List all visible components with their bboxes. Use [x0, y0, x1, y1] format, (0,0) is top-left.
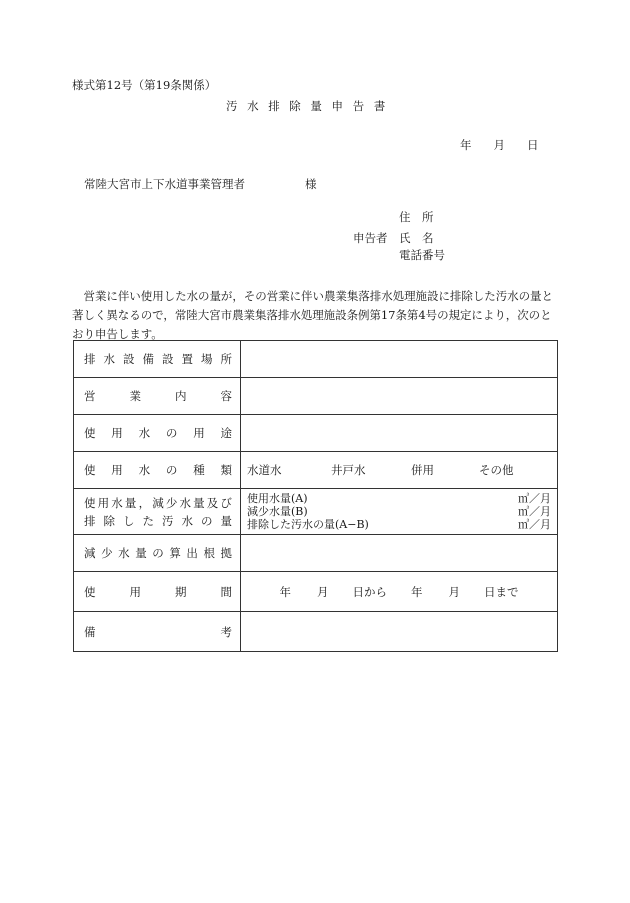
field-business[interactable] [241, 378, 558, 415]
label-char: 除 [103, 513, 115, 528]
row-business [74, 378, 558, 415]
label-volume-line2 [84, 512, 232, 530]
applicant-name-label: 氏 名 [399, 231, 434, 245]
label-char: 用 [129, 584, 141, 599]
label-char: の [165, 426, 178, 440]
label-char: 設 [162, 352, 174, 366]
field-purpose[interactable] [241, 415, 558, 452]
label-kind-text [84, 462, 232, 478]
label-remarks-text [84, 624, 232, 640]
label-char: 水 [179, 495, 191, 510]
label-basis-text [84, 545, 232, 561]
label-char: 備 [84, 624, 96, 639]
date-day: 日 [527, 138, 539, 152]
document-title: 汚水排除量申告書 [226, 99, 395, 113]
date-year: 年 [460, 138, 472, 152]
addressee-name: 常陸大宮市上下水道事業管理者 [84, 177, 245, 191]
label-char: 減 [84, 546, 96, 560]
field-volume [241, 489, 558, 535]
label-remarks [74, 612, 241, 652]
label-char: 営 [84, 389, 96, 403]
row-purpose [74, 415, 558, 452]
label-char: 期 [175, 584, 187, 599]
volume-discharged-unit: ㎥／月 [518, 518, 551, 531]
applicant-phone-label: 電話番号 [399, 248, 445, 262]
field-basis[interactable] [241, 535, 558, 572]
label-char: 類 [220, 463, 232, 477]
applicant-address-label: 住 所 [399, 210, 434, 224]
label-char: 量 [135, 546, 147, 560]
label-period-text [84, 584, 232, 600]
label-char: の [165, 463, 178, 477]
label-char: 水 [138, 463, 151, 477]
row-volume [74, 489, 558, 535]
label-char: 使 [84, 463, 96, 477]
date-month: 月 [493, 138, 505, 152]
field-kind[interactable] [241, 452, 558, 489]
row-remarks [74, 612, 558, 652]
declaration-table [73, 340, 558, 652]
label-char: 種 [193, 463, 205, 477]
form-number: 様式第12号（第19条関係） [72, 78, 217, 92]
volume-row-reduced[interactable] [247, 505, 551, 518]
label-purpose [74, 415, 241, 452]
label-basis [74, 535, 241, 572]
label-char: 少 [165, 495, 178, 510]
row-kind [74, 452, 558, 489]
volume-used-label: 使用水量(A) [247, 492, 308, 505]
label-char: 場 [201, 352, 213, 366]
label-char: 及 [206, 495, 219, 510]
label-char: 排 [84, 352, 96, 366]
volume-reduced-unit: ㎥／月 [518, 505, 551, 518]
addressee-honorific: 様 [305, 177, 317, 191]
declaration-text: 営業に伴い使用した水の量が，その営業に伴い農業集落排水処理施設に排除した汚水の量と著しく異なるので，常陸大宮市農業集落排水処理施設条例第17条第4号の規定により，次のとおり申告します。 [72, 289, 553, 341]
volume-row-used[interactable] [247, 492, 551, 505]
label-period [74, 572, 241, 612]
period-from-month: 月 [317, 584, 329, 599]
label-char: 少 [101, 546, 113, 560]
label-char: 用 [193, 426, 205, 440]
field-location[interactable] [241, 341, 558, 378]
label-char: 水 [118, 546, 130, 560]
label-char: 使 [84, 426, 96, 440]
label-purpose-text [84, 425, 232, 441]
row-location [74, 341, 558, 378]
volume-used-unit: ㎥／月 [518, 492, 551, 505]
label-char: 水 [103, 352, 115, 366]
volume-reduced-label: 減少水量(B) [247, 505, 308, 518]
row-basis [74, 535, 558, 572]
label-char: び [220, 495, 232, 510]
label-char: 用 [111, 426, 123, 440]
label-char: た [142, 513, 154, 528]
label-char: の [152, 546, 164, 560]
label-volume-line1 [84, 494, 232, 512]
kind-options [247, 462, 551, 478]
label-char: 途 [220, 426, 232, 440]
kind-option[interactable]: その他 [479, 463, 514, 477]
label-char: 根 [203, 546, 215, 560]
label-char: 所 [220, 352, 232, 366]
label-volume [74, 489, 241, 535]
kind-option[interactable]: 水道水 [247, 463, 282, 477]
period-line [247, 584, 551, 600]
label-char: 容 [220, 389, 232, 403]
label-char: ， [138, 495, 151, 510]
label-char: 量 [124, 495, 137, 510]
label-char: 内 [175, 389, 187, 403]
date-line [460, 140, 561, 152]
label-char: 考 [220, 624, 232, 639]
label-kind [74, 452, 241, 489]
label-char: し [123, 513, 135, 528]
field-remarks[interactable] [241, 612, 558, 652]
label-char: 汚 [162, 513, 174, 528]
label-char: 減 [152, 495, 164, 510]
period-to-month: 月 [448, 584, 460, 599]
label-char: 設 [123, 352, 135, 366]
volume-row-discharged[interactable] [247, 518, 551, 531]
period-from-day: 日から [352, 584, 387, 599]
label-char: 量 [193, 495, 205, 510]
label-char: 拠 [220, 546, 232, 560]
label-location [74, 341, 241, 378]
label-char: 間 [220, 584, 232, 599]
label-char: 用 [97, 495, 110, 510]
label-char: 量 [220, 513, 232, 528]
period-from-year: 年 [279, 584, 291, 599]
applicant-tag: 申告者 [353, 231, 388, 245]
kind-option[interactable]: 井戸水 [331, 463, 366, 477]
label-char: 使 [84, 495, 96, 510]
label-char: 置 [181, 352, 193, 366]
label-char: の [201, 513, 213, 528]
label-char: 業 [129, 389, 141, 403]
volume-discharged-label: 排除した汚水の量(A−B) [247, 518, 369, 531]
label-business-text [84, 388, 232, 404]
label-business [74, 378, 241, 415]
field-period[interactable] [241, 572, 558, 612]
label-char: 算 [169, 546, 181, 560]
label-location-text [84, 351, 232, 367]
kind-option[interactable]: 併用 [411, 463, 434, 477]
label-char: 水 [111, 495, 123, 510]
label-char: 用 [111, 463, 123, 477]
period-to-year: 年 [411, 584, 423, 599]
label-char: 出 [186, 546, 198, 560]
label-char: 水 [181, 513, 193, 528]
row-period [74, 572, 558, 612]
label-char: 水 [138, 426, 151, 440]
period-to-day: 日まで [484, 584, 519, 599]
label-char: 排 [84, 513, 96, 528]
label-char: 備 [142, 352, 154, 366]
label-char: 使 [84, 584, 96, 599]
